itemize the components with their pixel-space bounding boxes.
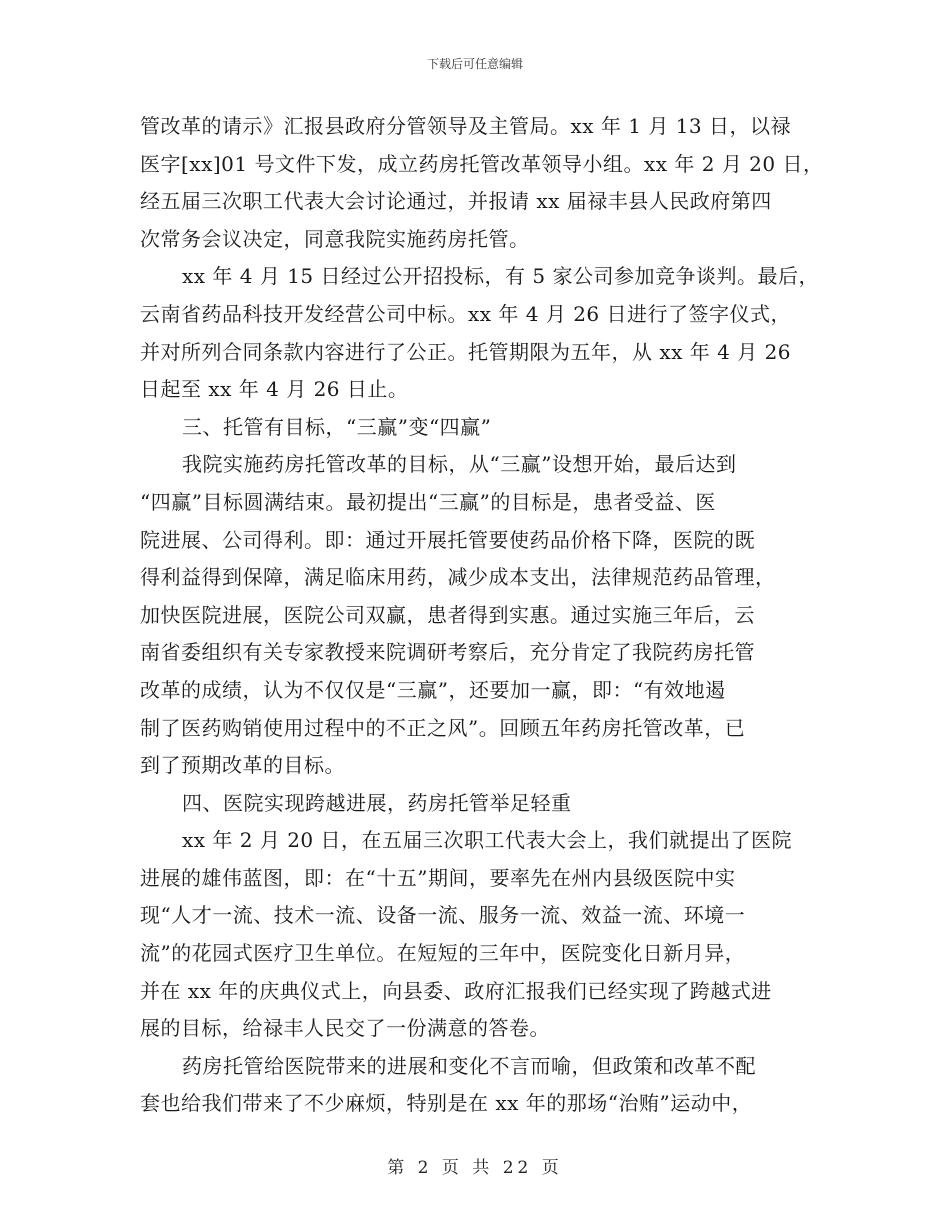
text-line: 日起至 xx 年 4 月 26 日止。 — [140, 377, 409, 402]
text-line: 现“人才一流、技术一流、设备一流、服务一流、效益一流、环境一 — [140, 903, 746, 928]
text-line: 到了预期改革的目标。 — [140, 753, 345, 778]
text-line: 改革的成绩，认为不仅仅是“三赢”，还要加一赢，即：“有效地遏 — [140, 677, 726, 702]
text-line: 南省委组织有关专家教授来院调研考察后，充分肯定了我院药房托管 — [140, 640, 755, 665]
text-line: 三、托管有目标，“三赢”变“四赢” — [182, 414, 492, 439]
paragraph — [140, 1048, 830, 1123]
text-line: 并在 xx 年的庆典仪式上，向县委、政府汇报我们已经实现了跨越式进 — [140, 978, 772, 1003]
text-line: 药房托管给医院带来的进展和变化不言而喻，但政策和改革不配 — [182, 1053, 756, 1078]
text-line: 加快医院进展，医院公司双赢，患者得到实惠。通过实施三年后，云 — [140, 602, 755, 627]
text-line: xx 年 4 月 15 日经过公开招投标，有 5 家公司参加竞争谈判。最后， — [182, 264, 819, 289]
page-header: 下载后可任意编辑 — [426, 57, 523, 71]
text-line: 流”的花园式医疗卫生单位。在短短的三年中，医院变化日新月异， — [140, 941, 746, 966]
text-line: 云南省药品科技开发经营公司中标。xx 年 4 月 26 日进行了签字仪式， — [140, 301, 792, 326]
text-line: 套也给我们带来了不少麻烦，特别是在 xx 年的那场“治贿”运动中， — [140, 1091, 753, 1116]
text-line: 进展的雄伟蓝图，即：在“十五”期间，要率先在州内县级医院中实 — [140, 865, 736, 890]
paragraph — [140, 446, 830, 784]
text-line: “四赢”目标圆满结束。最初提出“三赢”的目标是，患者受益、医 — [140, 489, 716, 514]
text-line: xx 年 2 月 20 日，在五届三次职工代表大会上，我们就提出了医院 — [182, 828, 793, 853]
text-line: 并对所列合同条款内容进行了公正。托管期限为五年，从 xx 年 4 月 26 — [140, 339, 792, 364]
paragraph — [140, 822, 830, 1048]
text-line: 四、医院实现跨越进展，药房托管举足轻重 — [182, 790, 572, 815]
text-line: 展的目标，给禄丰人民交了一份满意的答卷。 — [140, 1016, 550, 1041]
paragraph — [140, 108, 830, 258]
text-line: 院进展、公司得利。即：通过开展托管要使药品价格下降，医院的既 — [140, 527, 755, 552]
text-line: 得利益得到保障，满足临床用药，减少成本支出，法律规范药品管理， — [140, 565, 776, 590]
text-line: 管改革的请示》汇报县政府分管领导及主管局。xx 年 1 月 13 日，以禄 — [140, 114, 792, 138]
text-line: 制了医药购销使用过程中的不正之风”。回顾五年药房托管改革，已 — [140, 715, 746, 740]
text-line: 医字[xx]01 号文件下发，成立药房托管改革领导小组。xx 年 2 月 20 日， — [140, 151, 824, 176]
text-line: 经五届三次职工代表大会讨论通过，并报请 xx 届禄丰县人民政府第四 — [140, 189, 772, 214]
paragraph — [140, 258, 830, 408]
page-footer: 第 2 页 共 22 页 — [387, 1158, 563, 1178]
paragraph — [140, 409, 830, 447]
document-body — [140, 108, 830, 1123]
text-line: 次常务会议决定，同意我院实施药房托管。 — [140, 226, 530, 251]
paragraph — [140, 785, 830, 823]
text-line: 我院实施药房托管改革的目标，从“三赢”设想开始，最后达到 — [182, 452, 737, 477]
